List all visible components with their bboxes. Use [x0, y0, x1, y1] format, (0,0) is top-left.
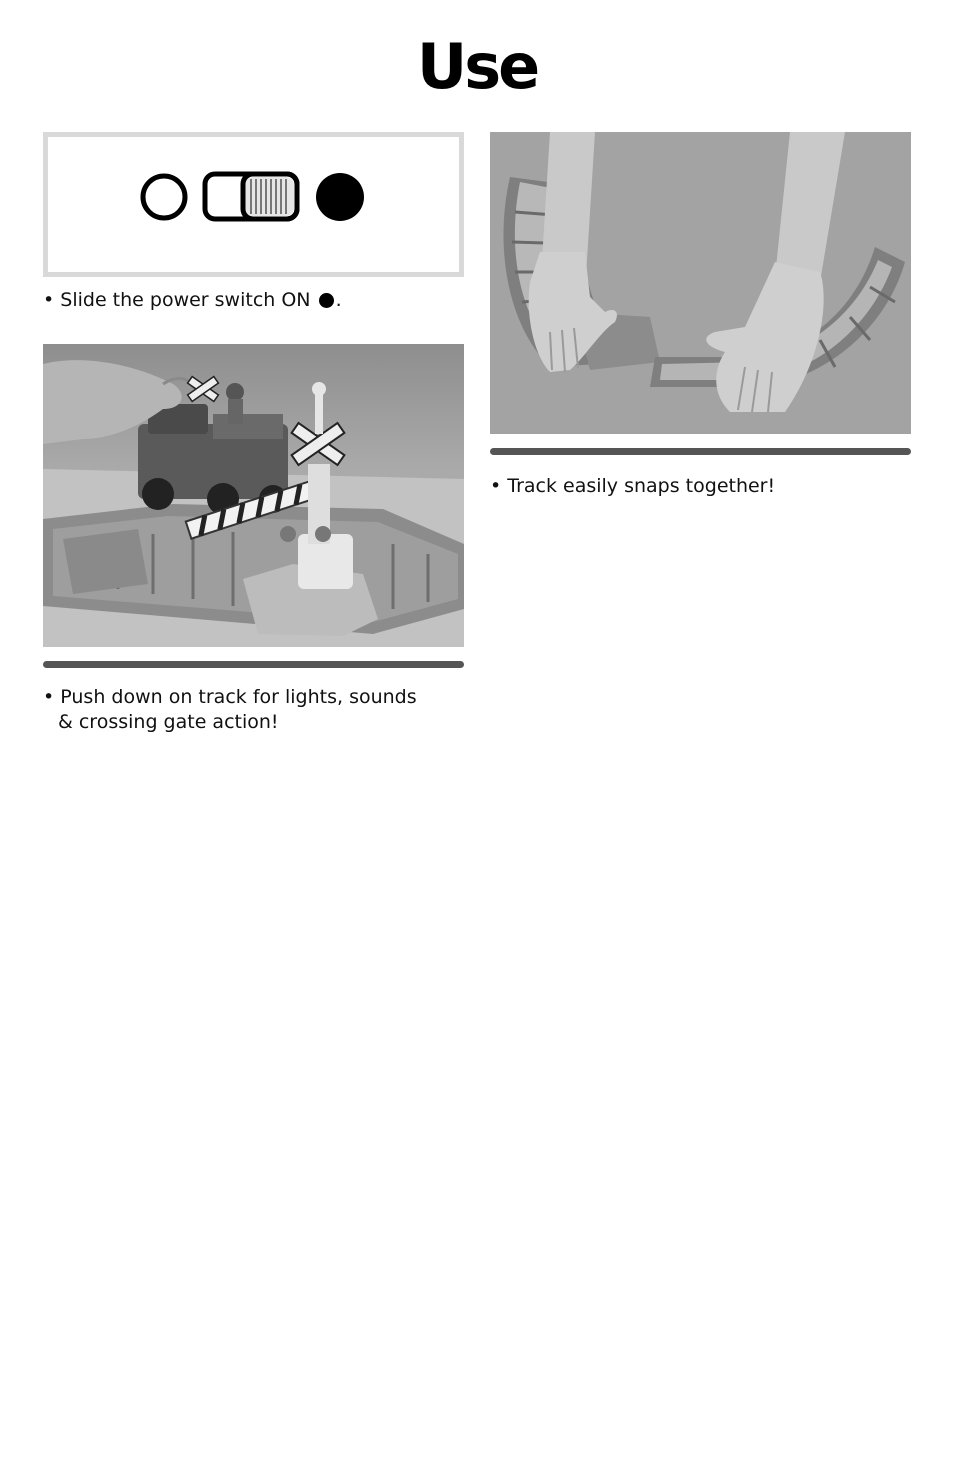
track-caption — [490, 474, 775, 499]
push-caption-line1: Push down on track for lights, sounds — [60, 686, 417, 708]
page-title: Use — [416, 30, 538, 103]
track-photo — [490, 132, 911, 434]
power-caption-text: Slide the power switch ON — [60, 289, 311, 311]
track-caption-text: Track easily snaps together! — [507, 475, 776, 497]
divider-rule — [43, 661, 464, 668]
slide-switch-icon — [205, 174, 297, 219]
power-caption — [43, 288, 342, 313]
push-caption-line2: & crossing gate action! — [58, 711, 279, 733]
power-caption-tail: . — [335, 289, 342, 311]
push-caption — [43, 685, 417, 735]
filled-circle-icon — [316, 173, 364, 221]
on-dot-icon — [319, 293, 334, 308]
divider-rule — [490, 448, 911, 455]
bullet: • — [490, 475, 502, 497]
crossing-photo — [43, 344, 464, 647]
open-circle-icon — [143, 176, 185, 218]
bullet: • — [43, 686, 55, 708]
bullet: • — [43, 289, 55, 311]
power-switch-illustration — [48, 137, 459, 272]
power-switch-panel — [43, 132, 464, 277]
